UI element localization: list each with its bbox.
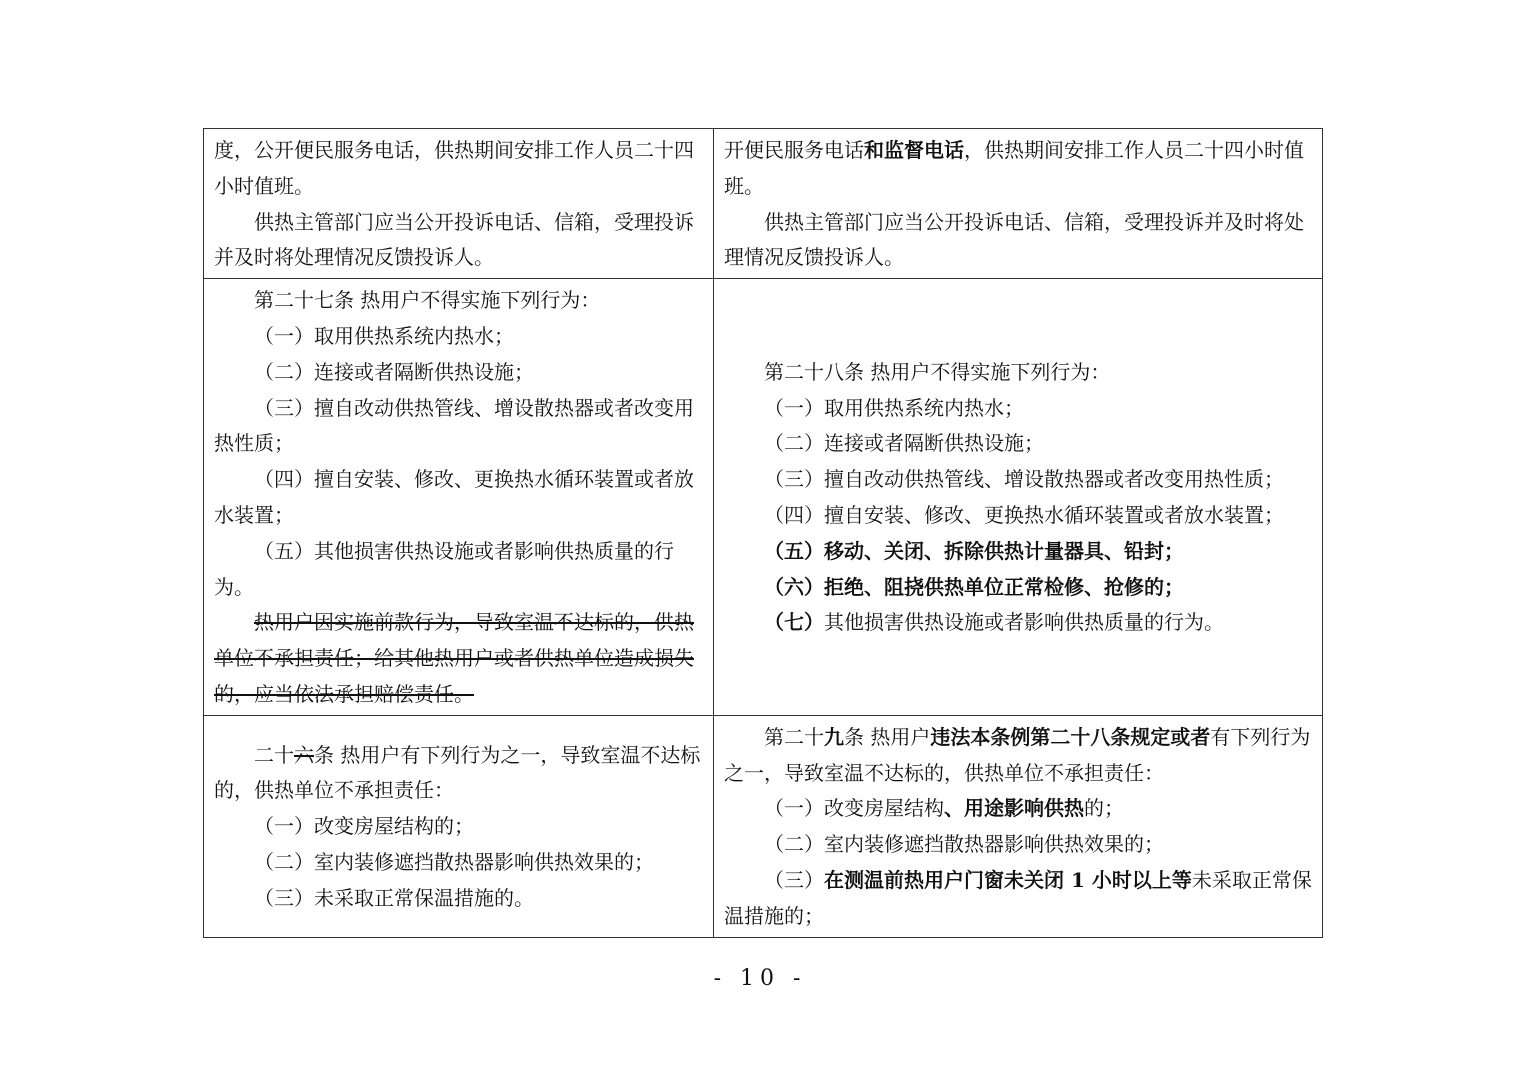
clause bbox=[724, 863, 1312, 935]
bold-amendment: 、用途影响供热 bbox=[944, 796, 1084, 821]
original-text-cell bbox=[204, 129, 714, 279]
text-span: （三） bbox=[764, 867, 824, 892]
clause: （一）取用供热系统内热水； bbox=[764, 395, 1024, 420]
text-span: 开便民服务电话 bbox=[724, 138, 864, 162]
paragraph: 度，公开便民服务电话，供热期间安排工作人员二十四小时值班。 bbox=[214, 138, 694, 198]
bold-amendment: 违法本条例第二十八条规定或者 bbox=[930, 724, 1211, 749]
text-span: 条 热用户 bbox=[844, 724, 931, 749]
clause bbox=[724, 605, 1312, 641]
clause: （五）其他损害供热设施或者影响供热质量的行为。 bbox=[214, 538, 674, 599]
bold-amendment: （七） bbox=[764, 610, 824, 635]
paragraph bbox=[724, 133, 1312, 205]
text-span: （一）改变房屋结构 bbox=[764, 796, 944, 821]
text-span: 未采取正常保温措施的； bbox=[724, 867, 1312, 928]
original-text-cell bbox=[204, 715, 714, 937]
text-span: ，供热期间安排工作人员二十四小时值班。 bbox=[724, 138, 1304, 198]
text-span: 有下列行为之一，导致室温不达标的，供热单位不承担责任： bbox=[724, 724, 1311, 785]
text-span: 二十 bbox=[254, 742, 294, 767]
bold-clause: （五）移动、关闭、拆除供热计量器具、铅封； bbox=[764, 538, 1184, 563]
bold-amendment: 九 bbox=[824, 724, 844, 749]
bold-amendment: 在测温前热用户门窗未关闭 1 小时以上等 bbox=[824, 867, 1192, 892]
article-title: 第二十七条 热用户不得实施下列行为： bbox=[254, 288, 601, 313]
table-row bbox=[204, 279, 1323, 716]
clause: （二）室内装修遮挡散热器影响供热效果的； bbox=[254, 850, 654, 875]
comparison-table bbox=[203, 128, 1323, 938]
clause: （三）擅自改动供热管线、增设散热器或者改变用热性质； bbox=[764, 467, 1284, 492]
struck-paragraph: 热用户因实施前款行为，导致室温不达标的，供热单位不承担责任；给其他热用户或者供热单位造成损失的，应当依法承担赔偿责任。 bbox=[214, 610, 694, 706]
text-span: 的； bbox=[1084, 796, 1124, 821]
article-title bbox=[214, 738, 703, 810]
bold-clause: （六）拒绝、阻挠供热单位正常检修、抢修的； bbox=[764, 574, 1184, 599]
clause: （一）取用供热系统内热水； bbox=[254, 323, 514, 348]
clause: （四）擅自安装、修改、更换热水循环装置或者放水装置； bbox=[764, 502, 1284, 527]
clause: （三）未采取正常保温措施的。 bbox=[254, 885, 534, 910]
clause: （四）擅自安装、修改、更换热水循环装置或者放水装置； bbox=[214, 467, 694, 527]
text-span: 第二十 bbox=[764, 724, 824, 749]
original-text-cell bbox=[204, 279, 714, 716]
text-span: 条 热用户有下列行为之一，导致室温不达标的，供热单位不承担责任： bbox=[214, 742, 701, 803]
clause bbox=[724, 791, 1312, 827]
article-title bbox=[724, 720, 1312, 792]
paragraph: 供热主管部门应当公开投诉电话、信箱，受理投诉并及时将处理情况反馈投诉人。 bbox=[724, 209, 1304, 270]
struck-text: 六 bbox=[294, 742, 314, 767]
revised-text-cell bbox=[714, 279, 1323, 716]
bold-amendment: 和监督电话 bbox=[864, 138, 964, 162]
revised-text-cell bbox=[714, 715, 1323, 937]
revised-text-cell bbox=[714, 129, 1323, 279]
clause: （一）改变房屋结构的； bbox=[254, 814, 474, 839]
clause: （二）室内装修遮挡散热器影响供热效果的； bbox=[764, 832, 1164, 857]
text-span: 其他损害供热设施或者影响供热质量的行为。 bbox=[824, 610, 1224, 635]
table-row bbox=[204, 129, 1323, 279]
clause: （三）擅自改动供热管线、增设散热器或者改变用热性质； bbox=[214, 395, 694, 456]
table-row bbox=[204, 715, 1323, 937]
paragraph: 供热主管部门应当公开投诉电话、信箱，受理投诉并及时将处理情况反馈投诉人。 bbox=[214, 209, 694, 270]
page-number: - 10 - bbox=[713, 966, 807, 991]
article-title: 第二十八条 热用户不得实施下列行为： bbox=[764, 359, 1111, 384]
clause: （二）连接或者隔断供热设施； bbox=[254, 359, 534, 384]
clause: （二）连接或者隔断供热设施； bbox=[764, 431, 1044, 456]
